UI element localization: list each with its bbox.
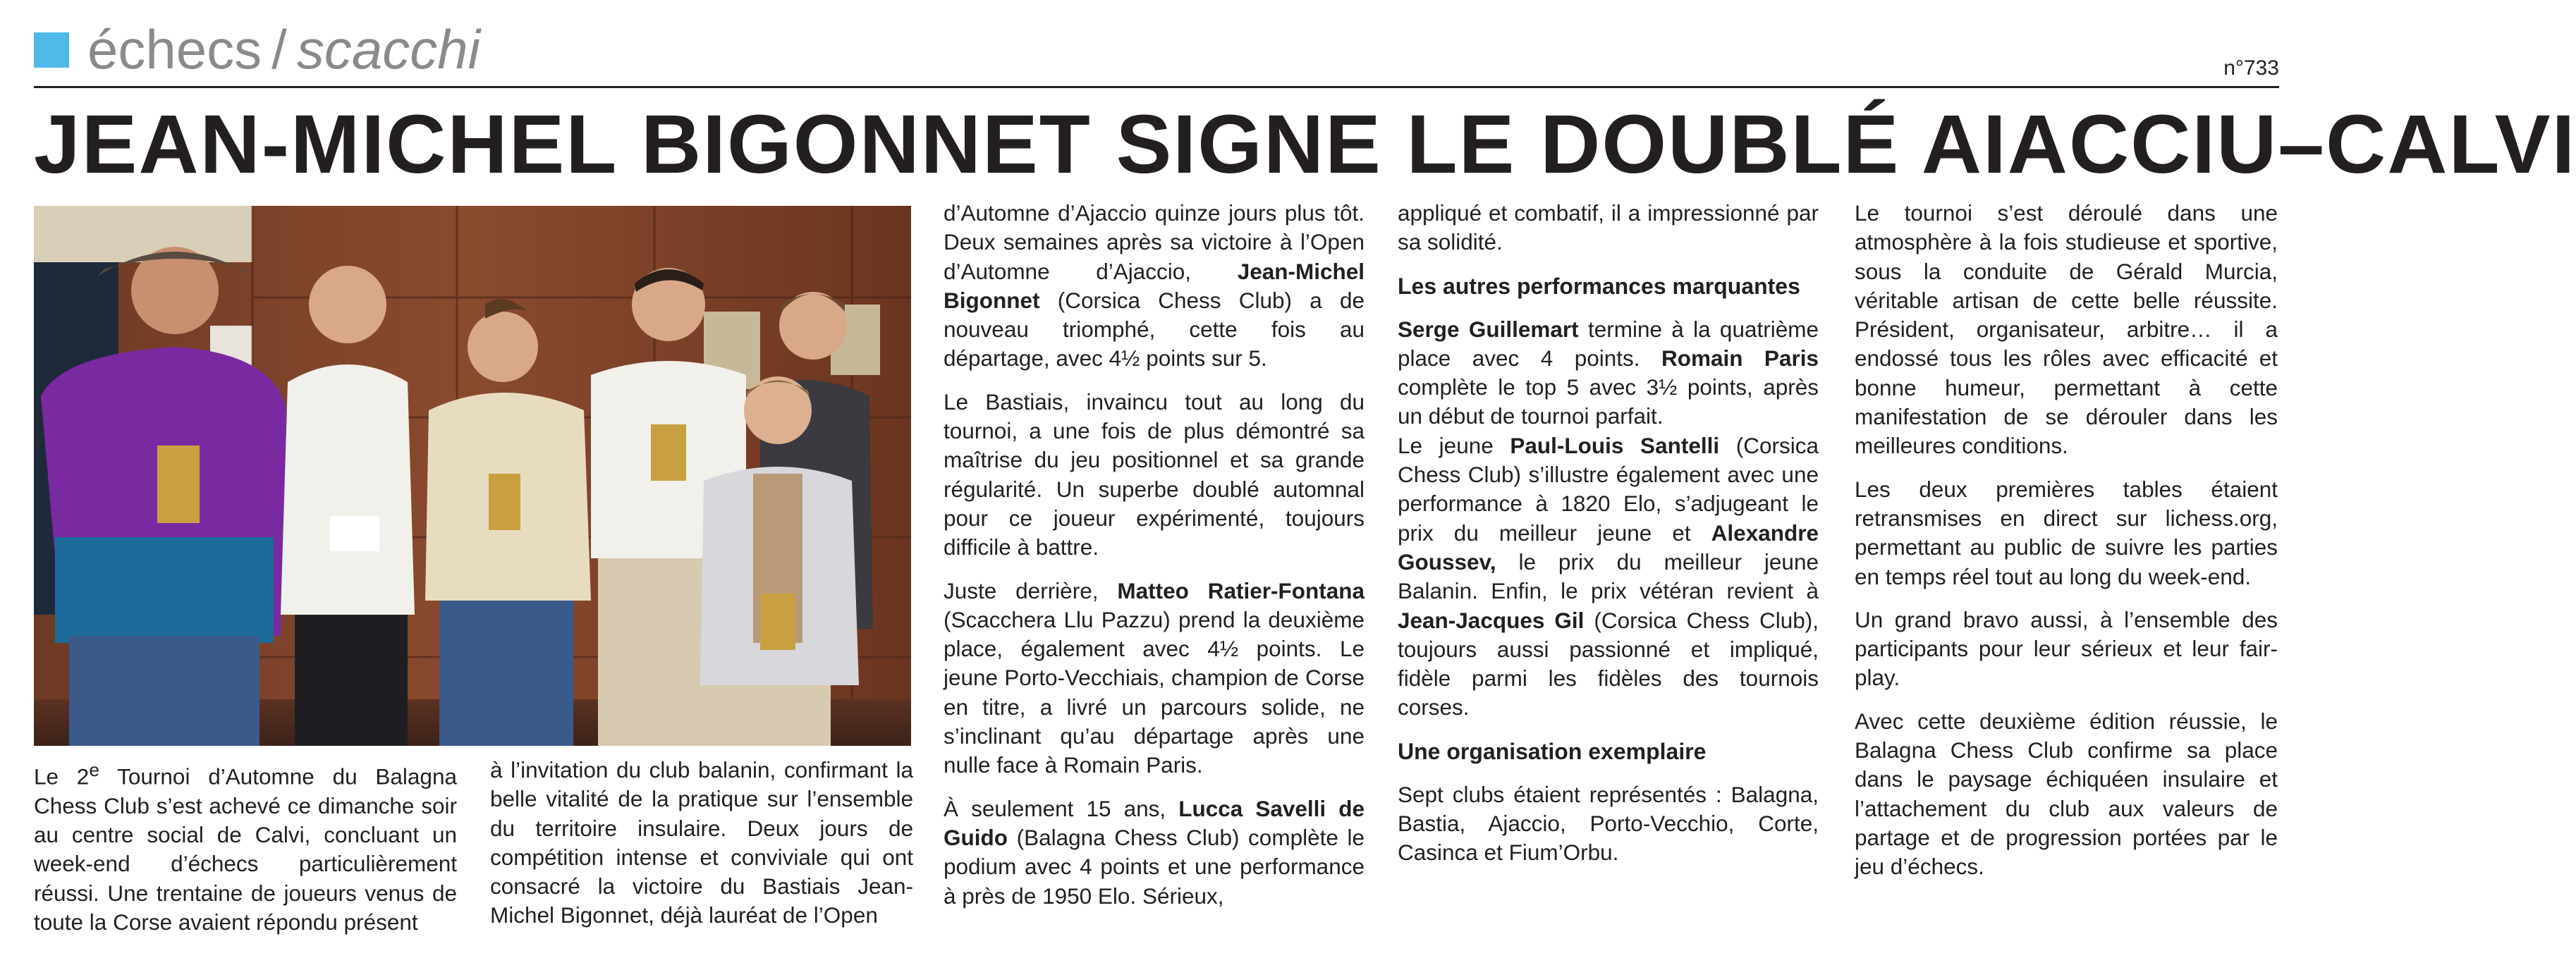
paragraph-clubs: Sept clubs étaient représentés : Balagna, Bastia, Ajaccio, Porto-Vecchio, Corte, Casinca et Fium’Orbu. — [1398, 781, 1819, 866]
column-3 — [944, 199, 1365, 925]
issue-number: n°733 — [2223, 56, 2279, 80]
paragraph-second: Juste derrière, Matteo Ratier-Fontana (Scacchera Llu Pazzu) prend la deuxième place, également avec 4½ points. Le jeune Porto-Vecchiais, champion de Corse en titre, a livré un parcours solide, ne s’inclinant qu’au départage après une nulle face à Romain Paris. — [944, 577, 1365, 778]
paragraph-atmosphere: Le tournoi s’est déroulé dans une atmosphère à la fois studieuse et sportive, sous la conduite de Gérald Murcia, véritable artisan de cette belle réussite. Président, organisateur, arbitre… il a endossé tous les rôles avec efficacité et bonne humeur, permettant à cette manifestation de se dérouler dans les meilleures conditions. — [1855, 200, 2278, 459]
column-2 — [490, 756, 913, 945]
headline: JEAN-MICHEL BIGONNET SIGNE LE DOUBLÉ AIACCIU–CALVI — [34, 98, 2576, 191]
section-marker — [34, 32, 69, 68]
subheading-organisation: Une organisation exemplaire — [1398, 738, 1707, 764]
paragraph-prizes: Le jeune Paul-Louis Santelli (Corsica Chess Club) s’illustre également avec une performance à 1820 Elo, s’adjugeant le prix du meilleur jeune et Alexandre Goussev, le prix du meilleur jeune Balanin. Enfin, le prix vétéran revient à Jean-Jacques Gil (Corsica Chess Club), toujours aussi passionné et impliqué, fidèle parmi les fidèles des tournois corses. — [1398, 432, 1819, 720]
paragraph-bravo: Un grand bravo aussi, à l’ensemble des participants pour leur sérieux et leur fair-play. — [1855, 606, 2278, 691]
rubric-french: échecs — [87, 18, 262, 80]
section-rubric — [87, 14, 480, 85]
paragraph-bastiais: Le Bastiais, invaincu tout au long du tournoi, a une fois de plus démontré sa maîtrise du jeu positionnel et sa grande régularité. Un superbe doublé automnal pour ce joueur expérimenté, toujours difficile à battre. — [944, 388, 1365, 560]
paragraph-winner: d’Automne d’Ajaccio quinze jours plus tôt. Deux semaines après sa victoire à l’Open d’Automne d’Ajaccio, Jean-Michel Bigonnet (Corsica Chess Club) a de nouveau triomphé, cette fois au départage, avec 4½ points sur 5. — [944, 200, 1365, 371]
paragraph-fourth-fifth: Serge Guillemart termine à la quatrième place avec 4 points. Romain Paris complète le top 5 avec 3½ points, après un début de tournoi parfait. — [1398, 316, 1819, 429]
rubric-separator: / — [271, 18, 287, 80]
paragraph-conclusion: Avec cette deuxième édition réussie, le Balagna Chess Club confirme sa place dans le paysage échiquéen insulaire et l’attachement du club aux valeurs de partage et de progression portées par le jeu d’échecs. — [1855, 708, 2278, 880]
rubric-italian: scacchi — [296, 18, 480, 80]
column-5 — [1855, 199, 2278, 896]
intro-paragraph: Le 2e Tournoi d’Automne du Balagna Chess Club s’est achevé ce dimanche soir au centre social de Calvi, concluant un week-end d’échecs particulièrement réussi. Une trentaine de joueurs venus de toute la Corse avaient répondu présent — [34, 759, 457, 935]
paragraph-third-continued: appliqué et combatif, il a impressionné par sa solidité. — [1398, 200, 1819, 255]
column-1 — [34, 756, 457, 951]
paragraph-third: À seulement 15 ans, Lucca Savelli de Guido (Balagna Chess Club) complète le podium avec 4 points et une performance à près de 1950 Elo. Sérieux, — [944, 795, 1365, 909]
paragraph-broadcast: Les deux premières tables étaient retransmises en direct sur lichess.org, permettant au public de suivre les parties en temps réel tout au long du week-end. — [1855, 476, 2278, 589]
article-photo — [34, 206, 911, 746]
column-4 — [1398, 199, 1819, 882]
header-rule — [34, 86, 2279, 88]
subheading-performances: Les autres performances marquantes — [1398, 273, 1800, 299]
intro-continued: à l’invitation du club balanin, confirmant la belle vitalité de la pratique sur l’ensemble du territoire insulaire. Deux jours de compétition intense et conviviale qui ont consacré la victoire du Bastiais Jean-Michel Bigonnet, déjà lauréat de l’Open — [490, 757, 913, 928]
